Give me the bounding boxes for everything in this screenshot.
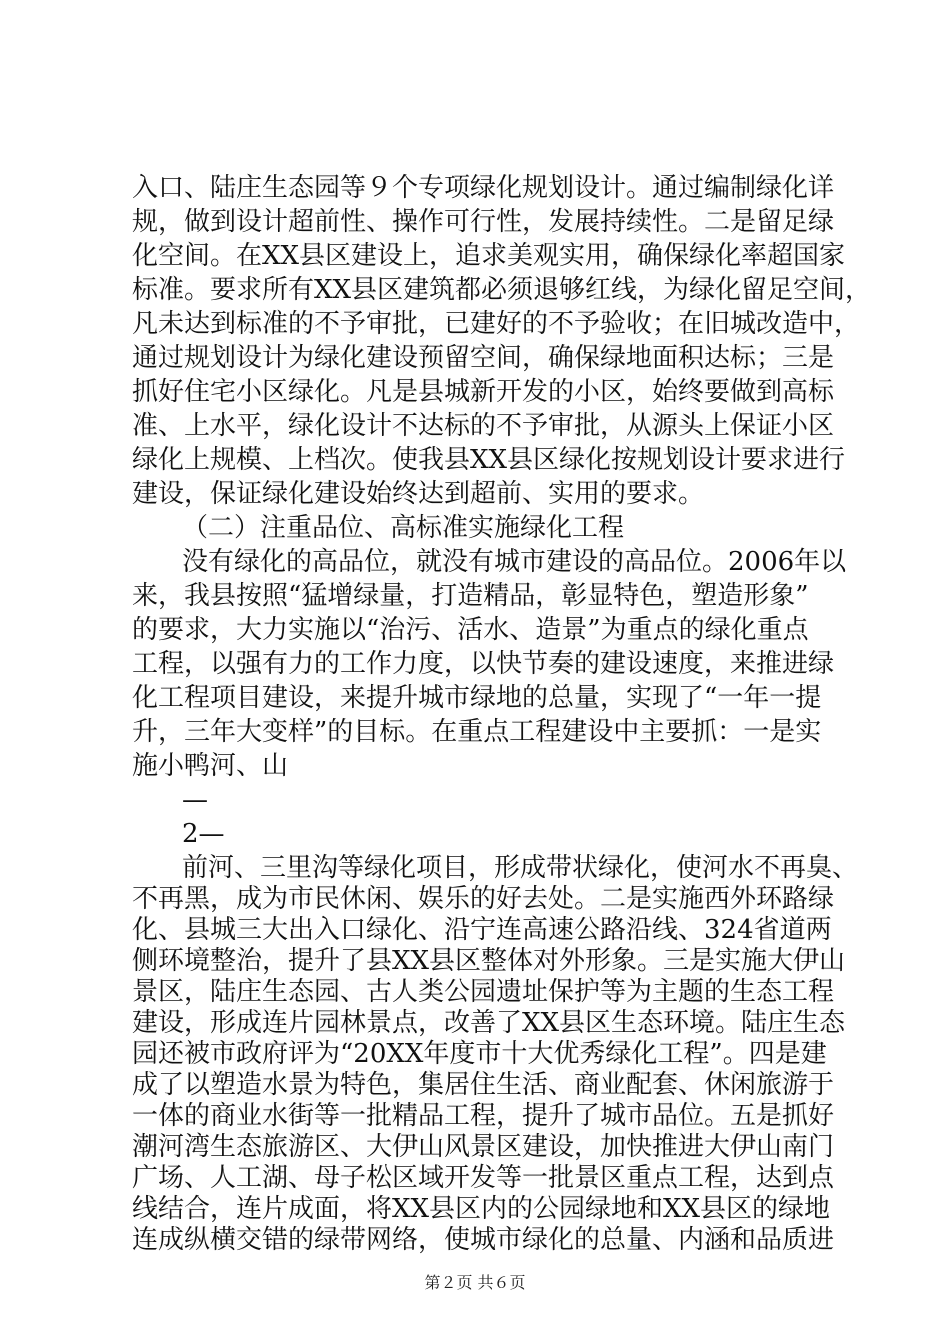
body-text-line: 建设，保证绿化建设始终达到超前、实用的要求。 [132,479,705,509]
body-text-line: 的要求，大力实施以“治污、活水、造景”为重点的绿化重点 [132,615,809,645]
body-text-line: 连成纵横交错的绿带网络，使城市绿化的总量、内涵和品质进 [132,1225,835,1255]
page-marker-dash: — [182,785,208,815]
body-text-line: 广场、人工湖、母子松区域开发等一批景区重点工程，达到点 [132,1163,835,1193]
body-text-line: 侧环境整治，提升了县XX县区整体对外形象。三是实施大伊山 [132,946,846,976]
body-text-line: 前河、三里沟等绿化项目，形成带状绿化，使河水不再臭、 [182,853,859,883]
body-text-line: 化、县城三大出入口绿化、沿宁连高速公路沿线、324省道两 [132,915,832,945]
body-text-line: 没有绿化的高品位，就没有城市建设的高品位。2006年以 [182,547,847,577]
body-text-line: 建设，形成连片园林景点，改善了XX县区生态环境。陆庄生态 [132,1008,846,1038]
body-text-line: 准、上水平，绿化设计不达标的不予审批，从源头上保证小区 [132,411,835,441]
body-text-line: 凡未达到标准的不予审批，已建好的不予验收；在旧城改造中， [132,309,861,339]
body-text-line: 来，我县按照“猛增绿量，打造精品，彰显特色，塑造形象” [132,581,809,611]
body-text-line: 线结合，连片成面，将XX县区内的公园绿地和XX县区的绿地 [132,1194,831,1224]
body-text-line: 规，做到设计超前性、操作可行性，发展持续性。二是留足绿 [132,207,835,237]
body-text-line: 不再黑，成为市民休闲、娱乐的好去处。二是实施西外环路绿 [132,884,835,914]
body-text-line: 标准。要求所有XX县区建筑都必须退够红线，为绿化留足空间， [132,275,872,305]
body-text-line: 潮河湾生态旅游区、大伊山风景区建设，加快推进大伊山南门 [132,1132,835,1162]
body-text-line: 工程，以强有力的工作力度，以快节奏的建设速度，来推进绿 [132,649,835,679]
body-text-line: 施小鸭河、山 [132,751,289,781]
body-text-line: 景区，陆庄生态园、古人类公园遗址保护等为主题的生态工程 [132,977,835,1007]
body-text-line: 入口、陆庄生态园等９个专项绿化规划设计。通过编制绿化详 [132,173,835,203]
body-text-line: 绿化上规模、上档次。使我县XX县区绿化按规划设计要求进行 [132,445,846,475]
body-text-line: 升，三年大变样”的目标。在重点工程建设中主要抓：一是实 [132,717,822,747]
body-text-line: 一体的商业水街等一批精品工程，提升了城市品位。五是抓好 [132,1101,835,1131]
body-text-line: 化工程项目建设，来提升城市绿地的总量，实现了“一年一提 [132,683,822,713]
body-text-line: 成了以塑造水景为特色，集居住生活、商业配套、休闲旅游于 [132,1070,835,1100]
body-text-line: 通过规划设计为绿化建设预留空间，确保绿地面积达标；三是 [132,343,835,373]
body-text-line: 化空间。在XX县区建设上，追求美观实用，确保绿化率超国家 [132,241,846,271]
page-footer: 第２页 共６页 [424,1273,526,1292]
body-text-line: 抓好住宅小区绿化。凡是县城新开发的小区，始终要做到高标 [132,377,835,407]
body-text-line: 园还被市政府评为“20XX年度市十大优秀绿化工程”。四是建 [132,1039,827,1069]
section-heading: （二）注重品位、高标准实施绿化工程 [182,513,625,543]
page-marker-number: 2— [182,819,225,849]
